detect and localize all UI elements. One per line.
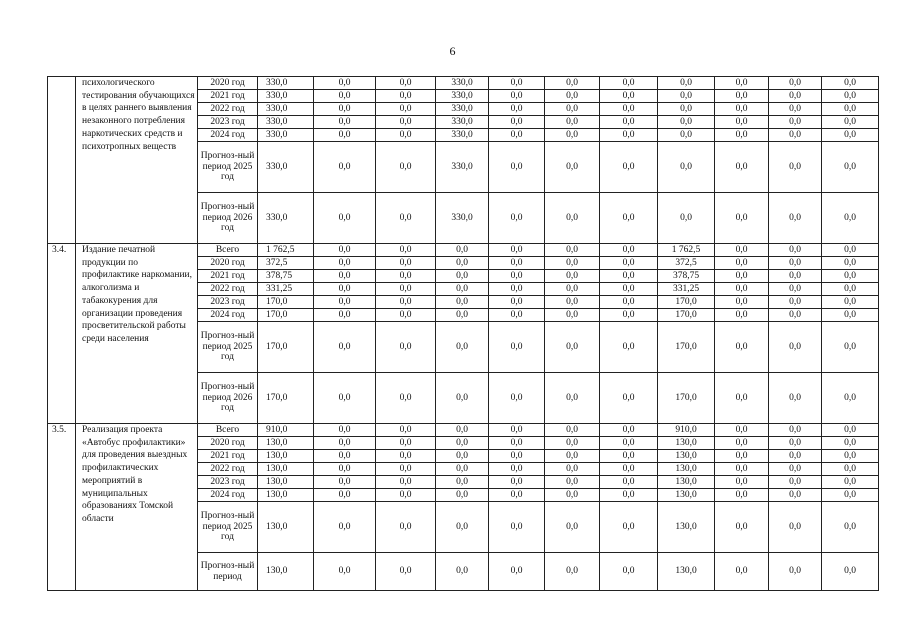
value-cell: 0,0 — [489, 437, 545, 450]
value-cell: 0,0 — [376, 489, 436, 502]
value-cell: 0,0 — [436, 463, 489, 476]
total-value-cell: 130,0 — [258, 463, 314, 476]
value-cell: 0,0 — [376, 476, 436, 489]
period-cell: Прогноз-ный период 2025 год — [198, 322, 258, 373]
value-cell: 0,0 — [822, 193, 879, 244]
value-cell: 0,0 — [658, 116, 715, 129]
value-cell: 0,0 — [545, 270, 600, 283]
section-number — [48, 77, 76, 244]
value-cell: 0,0 — [545, 283, 600, 296]
period-cell: Прогноз-ный период 2026 год — [198, 373, 258, 424]
total-value-cell: 910,0 — [258, 424, 314, 437]
value-cell: 170,0 — [658, 296, 715, 309]
value-cell: 0,0 — [489, 103, 545, 116]
period-cell: Прогноз-ный период 2026 год — [198, 193, 258, 244]
period-cell: 2023 год — [198, 296, 258, 309]
section-number: 3.5. — [48, 424, 76, 591]
value-cell: 0,0 — [822, 463, 879, 476]
table-row — [48, 244, 879, 257]
total-value-cell: 1 762,5 — [258, 244, 314, 257]
value-cell: 0,0 — [715, 283, 769, 296]
total-value-cell: 330,0 — [258, 116, 314, 129]
value-cell: 0,0 — [376, 193, 436, 244]
value-cell: 0,0 — [769, 437, 822, 450]
value-cell: 330,0 — [436, 129, 489, 142]
value-cell: 0,0 — [545, 476, 600, 489]
value-cell: 0,0 — [436, 553, 489, 591]
period-cell: 2024 год — [198, 489, 258, 502]
total-value-cell: 170,0 — [258, 322, 314, 373]
value-cell: 0,0 — [600, 309, 658, 322]
value-cell: 0,0 — [489, 489, 545, 502]
value-cell: 0,0 — [376, 257, 436, 270]
total-value-cell: 330,0 — [258, 90, 314, 103]
value-cell: 0,0 — [489, 129, 545, 142]
value-cell: 0,0 — [600, 244, 658, 257]
value-cell: 0,0 — [489, 296, 545, 309]
value-cell: 378,75 — [658, 270, 715, 283]
value-cell: 0,0 — [314, 270, 376, 283]
value-cell: 0,0 — [436, 270, 489, 283]
value-cell: 0,0 — [769, 193, 822, 244]
value-cell: 0,0 — [715, 489, 769, 502]
total-value-cell: 331,25 — [258, 283, 314, 296]
value-cell: 0,0 — [489, 476, 545, 489]
value-cell: 0,0 — [715, 437, 769, 450]
value-cell: 0,0 — [489, 373, 545, 424]
value-cell: 0,0 — [822, 116, 879, 129]
value-cell: 0,0 — [376, 90, 436, 103]
value-cell: 0,0 — [822, 476, 879, 489]
value-cell: 0,0 — [769, 283, 822, 296]
value-cell: 0,0 — [715, 116, 769, 129]
period-cell: Прогноз-ный период 2025 год — [198, 142, 258, 193]
value-cell: 0,0 — [314, 257, 376, 270]
total-value-cell: 170,0 — [258, 373, 314, 424]
value-cell: 0,0 — [489, 322, 545, 373]
value-cell: 170,0 — [658, 309, 715, 322]
value-cell: 330,0 — [436, 142, 489, 193]
value-cell: 0,0 — [436, 450, 489, 463]
value-cell: 0,0 — [715, 553, 769, 591]
value-cell: 130,0 — [658, 489, 715, 502]
value-cell: 0,0 — [376, 553, 436, 591]
value-cell: 0,0 — [545, 142, 600, 193]
value-cell: 0,0 — [314, 296, 376, 309]
value-cell: 0,0 — [314, 450, 376, 463]
section-number: 3.4. — [48, 244, 76, 424]
value-cell: 0,0 — [376, 450, 436, 463]
value-cell: 910,0 — [658, 424, 715, 437]
total-value-cell: 372,5 — [258, 257, 314, 270]
value-cell: 0,0 — [769, 116, 822, 129]
value-cell: 0,0 — [489, 424, 545, 437]
value-cell: 0,0 — [822, 309, 879, 322]
value-cell: 0,0 — [314, 424, 376, 437]
value-cell: 130,0 — [658, 437, 715, 450]
value-cell: 0,0 — [489, 553, 545, 591]
value-cell: 0,0 — [376, 424, 436, 437]
value-cell: 0,0 — [489, 77, 545, 90]
value-cell: 0,0 — [715, 322, 769, 373]
value-cell: 130,0 — [658, 553, 715, 591]
value-cell: 0,0 — [314, 142, 376, 193]
value-cell: 0,0 — [600, 463, 658, 476]
value-cell: 0,0 — [314, 476, 376, 489]
value-cell: 0,0 — [715, 450, 769, 463]
value-cell: 0,0 — [600, 129, 658, 142]
value-cell: 0,0 — [600, 283, 658, 296]
value-cell: 0,0 — [436, 424, 489, 437]
value-cell: 0,0 — [436, 476, 489, 489]
value-cell: 0,0 — [822, 257, 879, 270]
value-cell: 0,0 — [314, 322, 376, 373]
value-cell: 0,0 — [545, 437, 600, 450]
value-cell: 0,0 — [600, 553, 658, 591]
value-cell: 130,0 — [658, 463, 715, 476]
value-cell: 0,0 — [545, 257, 600, 270]
value-cell: 0,0 — [314, 553, 376, 591]
value-cell: 0,0 — [715, 270, 769, 283]
value-cell: 0,0 — [658, 103, 715, 116]
total-value-cell: 130,0 — [258, 437, 314, 450]
value-cell: 170,0 — [658, 373, 715, 424]
value-cell: 0,0 — [545, 103, 600, 116]
period-cell: 2023 год — [198, 116, 258, 129]
total-value-cell: 378,75 — [258, 270, 314, 283]
value-cell: 0,0 — [489, 463, 545, 476]
value-cell: 0,0 — [545, 450, 600, 463]
period-cell: 2024 год — [198, 309, 258, 322]
value-cell: 0,0 — [769, 502, 822, 553]
value-cell: 0,0 — [436, 283, 489, 296]
value-cell: 0,0 — [545, 373, 600, 424]
value-cell: 0,0 — [489, 244, 545, 257]
value-cell: 0,0 — [376, 103, 436, 116]
value-cell: 0,0 — [600, 502, 658, 553]
value-cell: 0,0 — [376, 142, 436, 193]
value-cell: 0,0 — [822, 502, 879, 553]
value-cell: 0,0 — [822, 283, 879, 296]
value-cell: 0,0 — [822, 90, 879, 103]
value-cell: 0,0 — [715, 103, 769, 116]
value-cell: 0,0 — [769, 489, 822, 502]
section-name: Реализация проекта «Автобус профилактики» для проведения выездных профилактических мероприятий в муниципальных образованиях Томской области — [76, 424, 198, 591]
total-value-cell: 130,0 — [258, 489, 314, 502]
value-cell: 0,0 — [314, 77, 376, 90]
value-cell: 0,0 — [715, 373, 769, 424]
total-value-cell: 130,0 — [258, 553, 314, 591]
value-cell: 0,0 — [314, 437, 376, 450]
value-cell: 0,0 — [715, 77, 769, 90]
table-row — [48, 424, 879, 437]
value-cell: 0,0 — [545, 424, 600, 437]
value-cell: 330,0 — [436, 90, 489, 103]
section-name: психологического тестирования обучающихся в целях раннего выявления незаконного потребления наркотических средств и психотропных веществ — [76, 77, 198, 244]
period-cell: Прогноз-ный период — [198, 553, 258, 591]
value-cell: 0,0 — [600, 116, 658, 129]
value-cell: 0,0 — [822, 129, 879, 142]
value-cell: 0,0 — [376, 463, 436, 476]
value-cell: 0,0 — [600, 103, 658, 116]
period-cell: Всего — [198, 244, 258, 257]
total-value-cell: 130,0 — [258, 502, 314, 553]
period-cell: 2022 год — [198, 283, 258, 296]
value-cell: 0,0 — [715, 129, 769, 142]
value-cell: 0,0 — [715, 257, 769, 270]
value-cell: 0,0 — [376, 296, 436, 309]
value-cell: 0,0 — [376, 244, 436, 257]
value-cell: 0,0 — [600, 270, 658, 283]
total-value-cell: 330,0 — [258, 193, 314, 244]
value-cell: 0,0 — [314, 90, 376, 103]
total-value-cell: 330,0 — [258, 77, 314, 90]
total-value-cell: 330,0 — [258, 103, 314, 116]
total-value-cell: 170,0 — [258, 296, 314, 309]
value-cell: 330,0 — [436, 193, 489, 244]
total-value-cell: 130,0 — [258, 476, 314, 489]
total-value-cell: 130,0 — [258, 450, 314, 463]
value-cell: 0,0 — [769, 424, 822, 437]
value-cell: 0,0 — [600, 193, 658, 244]
value-cell: 0,0 — [769, 322, 822, 373]
value-cell: 0,0 — [769, 77, 822, 90]
value-cell: 0,0 — [545, 553, 600, 591]
value-cell: 0,0 — [314, 116, 376, 129]
value-cell: 0,0 — [489, 283, 545, 296]
period-cell: 2021 год — [198, 270, 258, 283]
table-row — [48, 77, 879, 90]
value-cell: 0,0 — [376, 270, 436, 283]
value-cell: 0,0 — [600, 373, 658, 424]
period-cell: 2020 год — [198, 437, 258, 450]
value-cell: 0,0 — [489, 450, 545, 463]
value-cell: 0,0 — [769, 553, 822, 591]
value-cell: 0,0 — [600, 77, 658, 90]
value-cell: 0,0 — [314, 103, 376, 116]
value-cell: 0,0 — [489, 116, 545, 129]
period-cell: Всего — [198, 424, 258, 437]
value-cell: 130,0 — [658, 476, 715, 489]
value-cell: 0,0 — [600, 476, 658, 489]
value-cell: 0,0 — [715, 463, 769, 476]
value-cell: 0,0 — [545, 489, 600, 502]
value-cell: 0,0 — [489, 142, 545, 193]
value-cell: 0,0 — [600, 450, 658, 463]
value-cell: 0,0 — [658, 129, 715, 142]
value-cell: 0,0 — [715, 424, 769, 437]
value-cell: 0,0 — [314, 502, 376, 553]
value-cell: 0,0 — [545, 502, 600, 553]
value-cell: 330,0 — [436, 103, 489, 116]
value-cell: 0,0 — [314, 373, 376, 424]
value-cell: 0,0 — [436, 257, 489, 270]
value-cell: 0,0 — [715, 309, 769, 322]
value-cell: 0,0 — [769, 129, 822, 142]
value-cell: 0,0 — [314, 129, 376, 142]
period-cell: 2020 год — [198, 257, 258, 270]
value-cell: 0,0 — [769, 450, 822, 463]
value-cell: 0,0 — [822, 424, 879, 437]
value-cell: 0,0 — [600, 322, 658, 373]
value-cell: 0,0 — [769, 296, 822, 309]
value-cell: 0,0 — [769, 309, 822, 322]
value-cell: 0,0 — [822, 437, 879, 450]
value-cell: 0,0 — [545, 296, 600, 309]
value-cell: 170,0 — [658, 322, 715, 373]
value-cell: 0,0 — [436, 437, 489, 450]
page-number: 6 — [449, 44, 456, 58]
value-cell: 0,0 — [314, 193, 376, 244]
value-cell: 0,0 — [658, 193, 715, 244]
period-cell: 2021 год — [198, 450, 258, 463]
value-cell: 0,0 — [436, 296, 489, 309]
section-name: Издание печатной продукции по профилактике наркомании, алкоголизма и табакокурения для организации проведения просветительской работы среди населения — [76, 244, 198, 424]
value-cell: 0,0 — [769, 476, 822, 489]
total-value-cell: 330,0 — [258, 129, 314, 142]
value-cell: 0,0 — [376, 322, 436, 373]
value-cell: 0,0 — [769, 373, 822, 424]
value-cell: 0,0 — [658, 142, 715, 193]
value-cell: 0,0 — [436, 309, 489, 322]
value-cell: 0,0 — [489, 502, 545, 553]
value-cell: 0,0 — [822, 142, 879, 193]
value-cell: 0,0 — [314, 463, 376, 476]
value-cell: 0,0 — [436, 322, 489, 373]
value-cell: 0,0 — [314, 244, 376, 257]
value-cell: 0,0 — [769, 257, 822, 270]
value-cell: 0,0 — [600, 437, 658, 450]
value-cell: 0,0 — [769, 90, 822, 103]
value-cell: 0,0 — [376, 283, 436, 296]
value-cell: 0,0 — [822, 373, 879, 424]
value-cell: 0,0 — [822, 322, 879, 373]
value-cell: 0,0 — [769, 142, 822, 193]
value-cell: 0,0 — [545, 77, 600, 90]
value-cell: 0,0 — [658, 90, 715, 103]
period-cell: 2020 год — [198, 77, 258, 90]
period-cell: 2023 год — [198, 476, 258, 489]
value-cell: 0,0 — [600, 142, 658, 193]
value-cell: 0,0 — [769, 244, 822, 257]
value-cell: 0,0 — [600, 296, 658, 309]
value-cell: 0,0 — [600, 257, 658, 270]
value-cell: 0,0 — [489, 257, 545, 270]
value-cell: 0,0 — [376, 77, 436, 90]
value-cell: 0,0 — [822, 489, 879, 502]
value-cell: 130,0 — [658, 502, 715, 553]
value-cell: 0,0 — [314, 283, 376, 296]
value-cell: 0,0 — [769, 463, 822, 476]
value-cell: 0,0 — [822, 450, 879, 463]
value-cell: 0,0 — [436, 244, 489, 257]
period-cell: 2024 год — [198, 129, 258, 142]
value-cell: 0,0 — [545, 193, 600, 244]
value-cell: 0,0 — [822, 77, 879, 90]
value-cell: 0,0 — [715, 244, 769, 257]
value-cell: 0,0 — [600, 424, 658, 437]
value-cell: 130,0 — [658, 450, 715, 463]
value-cell: 0,0 — [822, 296, 879, 309]
value-cell: 0,0 — [314, 309, 376, 322]
value-cell: 0,0 — [489, 193, 545, 244]
value-cell: 0,0 — [658, 77, 715, 90]
value-cell: 0,0 — [376, 309, 436, 322]
value-cell: 0,0 — [436, 502, 489, 553]
value-cell: 0,0 — [715, 193, 769, 244]
value-cell: 0,0 — [545, 116, 600, 129]
value-cell: 0,0 — [769, 270, 822, 283]
value-cell: 0,0 — [822, 103, 879, 116]
value-cell: 0,0 — [436, 489, 489, 502]
value-cell: 0,0 — [715, 296, 769, 309]
budget-table — [47, 76, 879, 591]
period-cell: 2022 год — [198, 103, 258, 116]
value-cell: 0,0 — [715, 476, 769, 489]
value-cell: 0,0 — [489, 270, 545, 283]
value-cell: 0,0 — [436, 373, 489, 424]
budget-table-body — [48, 77, 879, 591]
value-cell: 0,0 — [489, 90, 545, 103]
value-cell: 0,0 — [600, 90, 658, 103]
value-cell: 0,0 — [545, 90, 600, 103]
value-cell: 0,0 — [600, 489, 658, 502]
value-cell: 0,0 — [822, 244, 879, 257]
value-cell: 372,5 — [658, 257, 715, 270]
value-cell: 330,0 — [436, 116, 489, 129]
value-cell: 0,0 — [715, 502, 769, 553]
total-value-cell: 170,0 — [258, 309, 314, 322]
value-cell: 0,0 — [769, 103, 822, 116]
period-cell: 2021 год — [198, 90, 258, 103]
value-cell: 0,0 — [376, 129, 436, 142]
value-cell: 331,25 — [658, 283, 715, 296]
total-value-cell: 330,0 — [258, 142, 314, 193]
value-cell: 330,0 — [436, 77, 489, 90]
value-cell: 1 762,5 — [658, 244, 715, 257]
value-cell: 0,0 — [822, 553, 879, 591]
value-cell: 0,0 — [545, 322, 600, 373]
value-cell: 0,0 — [715, 90, 769, 103]
value-cell: 0,0 — [822, 270, 879, 283]
value-cell: 0,0 — [545, 129, 600, 142]
value-cell: 0,0 — [489, 309, 545, 322]
value-cell: 0,0 — [314, 489, 376, 502]
period-cell: 2022 год — [198, 463, 258, 476]
value-cell: 0,0 — [376, 373, 436, 424]
value-cell: 0,0 — [376, 502, 436, 553]
value-cell: 0,0 — [376, 437, 436, 450]
period-cell: Прогноз-ный период 2025 год — [198, 502, 258, 553]
value-cell: 0,0 — [545, 463, 600, 476]
value-cell: 0,0 — [715, 142, 769, 193]
value-cell: 0,0 — [376, 116, 436, 129]
value-cell: 0,0 — [545, 309, 600, 322]
value-cell: 0,0 — [545, 244, 600, 257]
